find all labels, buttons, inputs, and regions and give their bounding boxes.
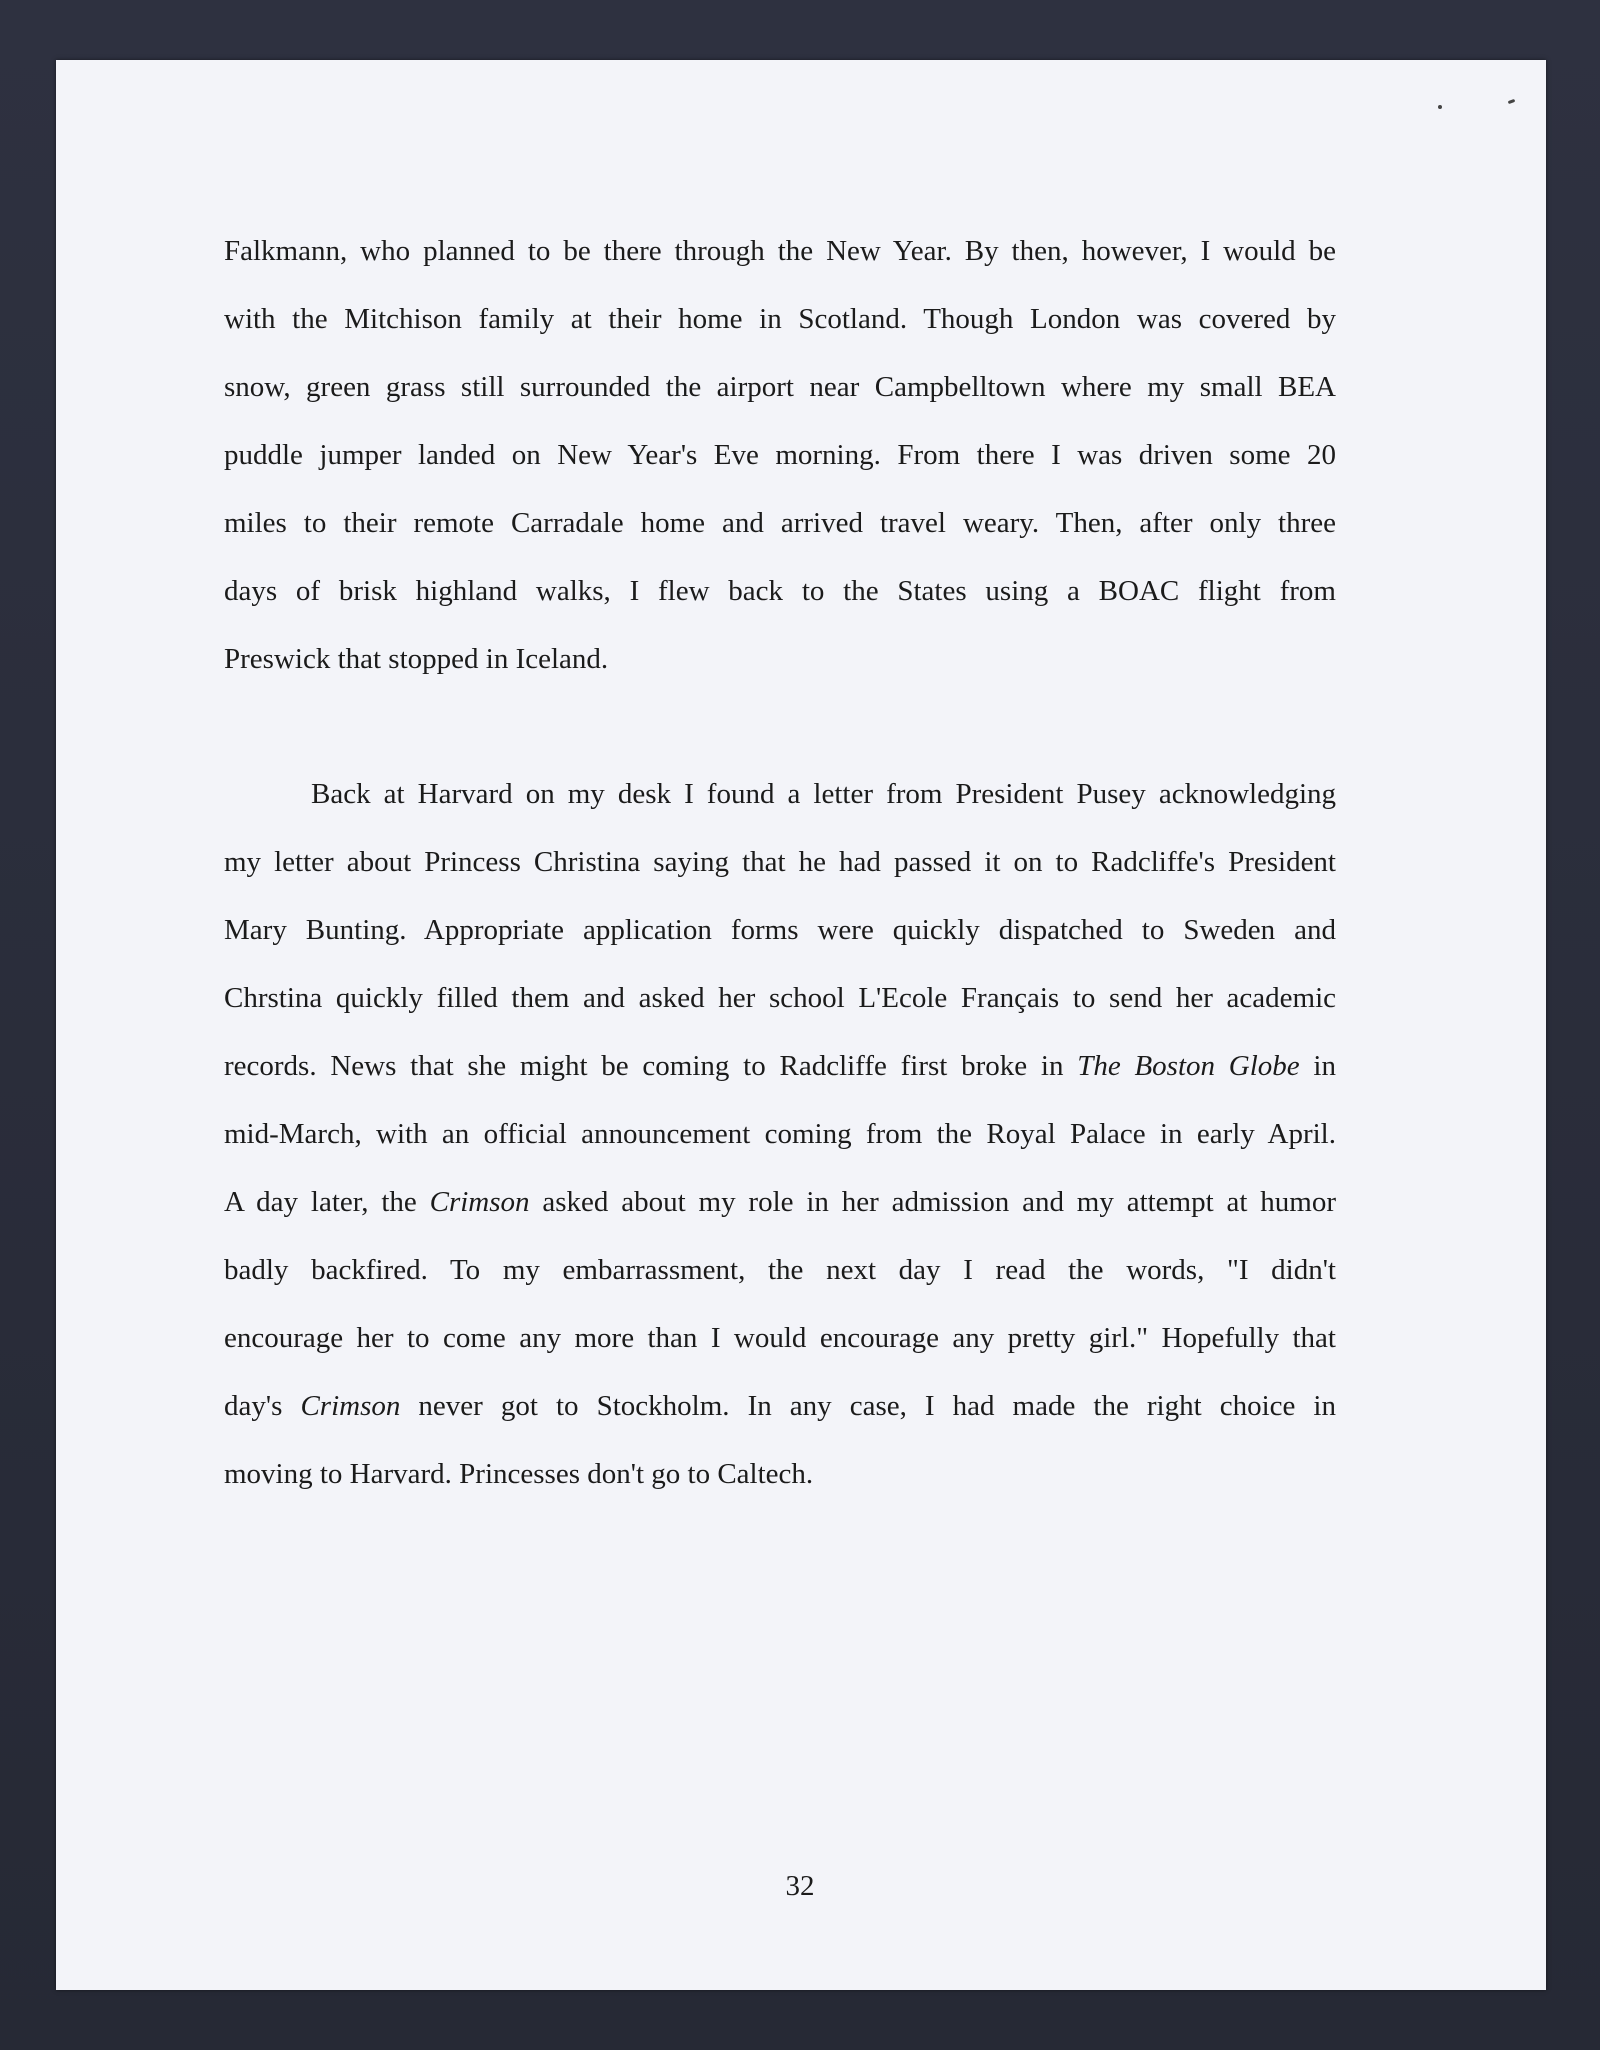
- text-line: snow, green grass still surrounded the airport near Campbelltown where my small BEA: [224, 371, 1336, 403]
- text-run: never got to Stockholm. In any case, I had made the right choice in: [400, 1390, 1336, 1422]
- text-line: with the Mitchison family at their home in Scotland. Though London was covered by: [224, 303, 1336, 335]
- text-run: A day later, the: [224, 1186, 430, 1218]
- text-line: Falkmann, who planned to be there through the New Year. By then, however, I would be: [224, 235, 1336, 267]
- text-line: miles to their remote Carradale home and arrived travel weary. Then, after only three: [224, 507, 1336, 539]
- text-line: puddle jumper landed on New Year's Eve morning. From there I was driven some 20: [224, 439, 1336, 471]
- text-line: Preswick that stopped in Iceland.: [224, 643, 609, 675]
- text-line: [224, 1168, 1336, 1236]
- text-line: Mary Bunting. Appropriate application forms were quickly dispatched to Sweden and: [224, 914, 1336, 946]
- text-line: mid-March, with an official announcement coming from the Royal Palace in early April.: [224, 1118, 1336, 1150]
- paragraph-continued: [224, 217, 1336, 693]
- newspaper-title: The Boston Globe: [1077, 1050, 1300, 1082]
- text-line: encourage her to come any more than I would encourage any pretty girl." Hopefully that: [224, 1322, 1336, 1354]
- text-line: moving to Harvard. Princesses don't go to Caltech.: [224, 1458, 814, 1490]
- paragraph-harvard: [224, 760, 1336, 1508]
- newspaper-title: Crimson: [300, 1390, 401, 1422]
- text-run: records. News that she might be coming to Radcliffe first broke in: [224, 1050, 1078, 1082]
- text-line: days of brisk highland walks, I flew back to the States using a BOAC flight from: [224, 575, 1336, 607]
- dust-speck: [1438, 105, 1442, 109]
- text-run: in: [1299, 1050, 1336, 1082]
- dust-speck: [1508, 99, 1516, 104]
- text-line: [224, 1032, 1336, 1100]
- newspaper-title: Crimson: [429, 1186, 530, 1218]
- text-line: [224, 760, 1336, 828]
- text-run: day's: [224, 1390, 301, 1422]
- text-line: badly backfired. To my embarrassment, the next day I read the words, "I didn't: [224, 1254, 1336, 1286]
- page-number: 32: [785, 1870, 815, 1902]
- text-line: my letter about Princess Christina saying that he had passed it on to Radcliffe's President: [224, 846, 1336, 878]
- text-run: Back at Harvard on my desk I found a letter from President Pusey acknowledging: [311, 778, 1336, 810]
- text-line: Chrstina quickly filled them and asked her school L'Ecole Français to send her academic: [224, 982, 1336, 1014]
- text-line: [224, 1372, 1336, 1440]
- text-run: asked about my role in her admission and my attempt at humor: [529, 1186, 1336, 1218]
